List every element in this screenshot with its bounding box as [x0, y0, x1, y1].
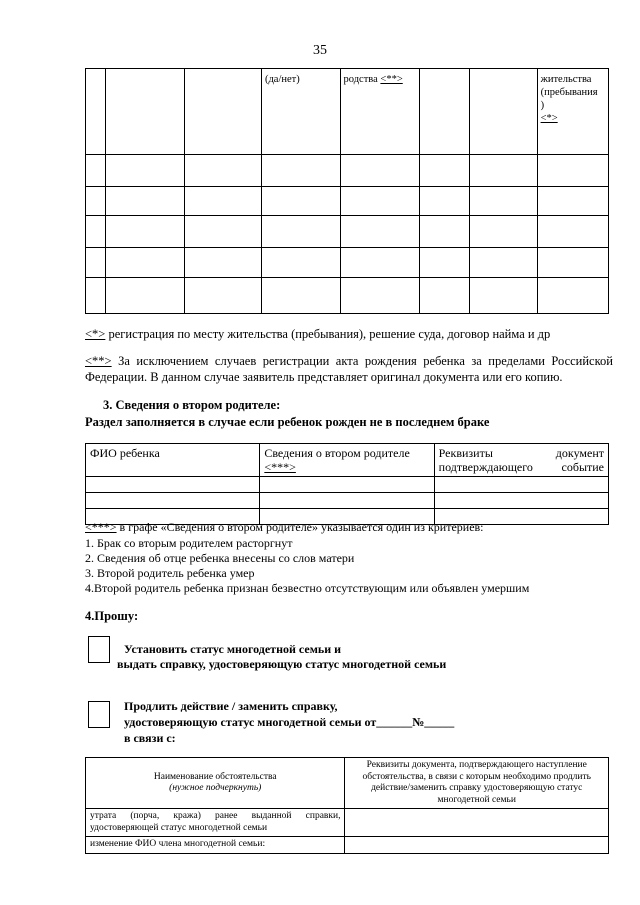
table-cell — [345, 809, 609, 837]
table-header-row — [86, 444, 609, 477]
table-cell — [86, 69, 106, 155]
table-cell — [86, 837, 345, 854]
option2-line3: в связи с: — [124, 731, 176, 745]
second-parent-table — [85, 443, 609, 525]
col-circumstance-note: (нужное подчеркнуть) — [169, 783, 262, 793]
table-row — [86, 247, 609, 277]
footnote-1-ref: <*> — [85, 327, 106, 341]
col-child-name: ФИО ребенка — [90, 446, 160, 460]
option2-line2: удостоверяющую статус многодетной семьи от______№_____ — [124, 715, 455, 729]
page-number: 35 — [313, 43, 327, 58]
footnote-ref-3: <***> — [264, 460, 296, 474]
table-row — [86, 809, 609, 837]
table-row — [86, 837, 609, 854]
option2-line1: Продлить действие / заменить справку, — [124, 699, 338, 713]
header-residence-3: ) — [540, 100, 545, 111]
option1-line2: выдать справку, удостоверяющую статус многодетной семьи — [117, 657, 447, 671]
footnote-1 — [85, 326, 613, 342]
table-cell — [260, 444, 434, 477]
section3-subtitle: Раздел заполняется в случае если ребенок рожден не в последнем браке — [85, 415, 490, 429]
option1-line1: Установить статус многодетной семьи и — [124, 642, 342, 656]
residents-table — [85, 68, 609, 314]
table-cell — [105, 69, 184, 155]
footnote-ref-2: <**> — [380, 74, 403, 85]
footnote-1-text: регистрация по месту жительства (пребывания), решение суда, договор найма и др — [105, 327, 551, 341]
criteria-intro — [85, 520, 484, 535]
table-cell — [86, 809, 345, 837]
table-cell — [86, 444, 260, 477]
col-document-requisites: Реквизиты документа, подтверждающего наступление обстоятельства, в связи с которым необходимо продлить действие/заменить справку удостоверяющую статус многодетной семьи — [362, 760, 591, 805]
table-cell — [434, 444, 608, 477]
table-row — [86, 277, 609, 313]
col-document-details: Реквизиты документ подтверждающего событие — [438, 446, 604, 474]
section4-title: 4.Прошу: — [85, 609, 139, 623]
criteria-item: 2. Сведения об отце ребенка внесены со слов матери — [85, 551, 355, 565]
table-row — [86, 477, 609, 493]
footnote-ref-1: <*> — [540, 113, 558, 124]
header-residence-1: жительства — [540, 74, 592, 85]
table-cell — [184, 69, 261, 155]
table-cell — [420, 69, 469, 155]
table-cell — [340, 69, 420, 155]
circumstances-table — [85, 757, 609, 854]
table-row — [86, 215, 609, 247]
criteria-item: 1. Брак со вторым родителем расторгнут — [85, 536, 293, 550]
footnote-ref-3-b: <***> — [85, 520, 117, 534]
header-residence-2: (пребывания — [540, 87, 598, 98]
table-row — [86, 187, 609, 215]
table-cell — [86, 758, 345, 809]
criteria-item: 3. Второй родитель ребенка умер — [85, 566, 255, 580]
footnote-2-text: За исключением случаев регистрации акта рождения ребенка за пределами Российской Федерации. В данном случае заявитель представляет оригинал документа или его копию. — [85, 354, 613, 384]
option2-checkbox[interactable] — [88, 701, 110, 728]
circumstance-item[interactable]: утрата (порча, кража) ранее выданной справки, удостоверяющей статус многодетной семьи — [90, 811, 341, 833]
option1-checkbox[interactable] — [88, 636, 110, 663]
table-cell — [537, 69, 608, 155]
table-cell — [345, 758, 609, 809]
criteria-item: 4.Второй родитель ребенка признан безвестно отсутствующим или объявлен умершим — [85, 581, 530, 595]
table-cell — [345, 837, 609, 854]
table-row — [86, 493, 609, 509]
table-header-row — [86, 69, 609, 155]
header-kinship: родства — [343, 74, 381, 85]
table-row — [86, 155, 609, 187]
header-yes-no: (да/нет) — [264, 74, 300, 85]
col-circumstance: Наименование обстоятельства — [153, 771, 277, 782]
footnote-2 — [85, 353, 613, 385]
section3-title: 3. Сведения о втором родителе: — [103, 398, 281, 412]
criteria-intro-text: в графе «Сведения о втором родителе» указывается один из критериев: — [116, 520, 484, 534]
col-second-parent: Сведения о втором родителе — [264, 446, 410, 460]
table-cell — [469, 69, 537, 155]
table-header-row — [86, 758, 609, 809]
circumstance-item[interactable]: изменение ФИО члена многодетной семьи: — [90, 839, 266, 849]
footnote-2-ref: <**> — [85, 354, 112, 368]
table-cell — [261, 69, 340, 155]
